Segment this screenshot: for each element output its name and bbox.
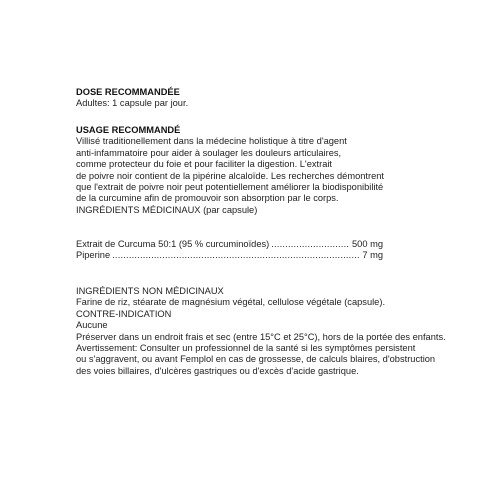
usage-line: anti-infammatoire pour aider à soulager les douleurs articulaires, — [76, 147, 342, 158]
warning-line: ou s'aggravent, ou avant Femplol en cas de grossesse, de calculs blaires, d'obstruction — [76, 354, 436, 365]
other-info-section — [76, 286, 446, 377]
usage-line: que l'extrait de poivre noir peut potentiellement améliorer la biodisponibilité — [76, 182, 384, 193]
dot-leader — [112, 250, 360, 261]
dose-section — [76, 87, 416, 110]
warning-line: des voies billaires, d'ulcères gastriques ou d'excès d'acide gastrique. — [76, 365, 359, 376]
usage-line: comme protecteur du foie et pour faciliter la digestion. L'extrait — [76, 159, 333, 170]
ingredient-amount: 7 mg — [362, 250, 383, 261]
ingredient-row — [76, 250, 383, 261]
ingredient-amount: 500 mg — [351, 239, 383, 249]
non-medicinal-text: Farine de riz, stéarate de magnésium végétal, cellulose végétale (capsule). — [76, 297, 386, 308]
non-medicinal-heading: INGRÉDIENTS NON MÉDICINAUX — [76, 286, 224, 296]
dose-text: Adultes: 1 capsule par jour. — [76, 98, 189, 109]
contraindication-heading: CONTRE-INDICATION — [76, 308, 172, 319]
usage-line: de poivre noir contient de la pipérine alcaloïde. Les recherches démontrent — [76, 170, 385, 181]
usage-section — [76, 125, 416, 216]
contraindication-text: Aucune — [76, 320, 108, 331]
warning-line: Avertissement: Consulter un professionnel de la santé si les symptômes persistent — [76, 343, 416, 354]
dot-leader — [271, 239, 350, 250]
ingredient-name: Extrait de Curcuma 50:1 (95 % curcuminoïdes) — [76, 239, 270, 249]
usage-heading: USAGE RECOMMANDÉ — [76, 125, 181, 135]
warning-line: Préserver dans un endroit frais et sec (entre 15°C et 25°C), hors de la portée des enfants. — [76, 331, 446, 342]
ingredient-row — [76, 239, 383, 250]
usage-line: Villisé traditionellement dans la médecine holistique à titre d'agent — [76, 136, 347, 147]
ingredient-name: Piperine — [76, 250, 111, 261]
dose-heading: DOSE RECOMMANDÉE — [76, 87, 180, 97]
usage-line: de la curcumine afin de promouvoir son absorption par le corps. — [76, 193, 339, 204]
medicinal-heading: INGRÉDIENTS MÉDICINAUX (par capsule) — [76, 204, 258, 215]
medicinal-ingredients-list — [76, 239, 416, 262]
